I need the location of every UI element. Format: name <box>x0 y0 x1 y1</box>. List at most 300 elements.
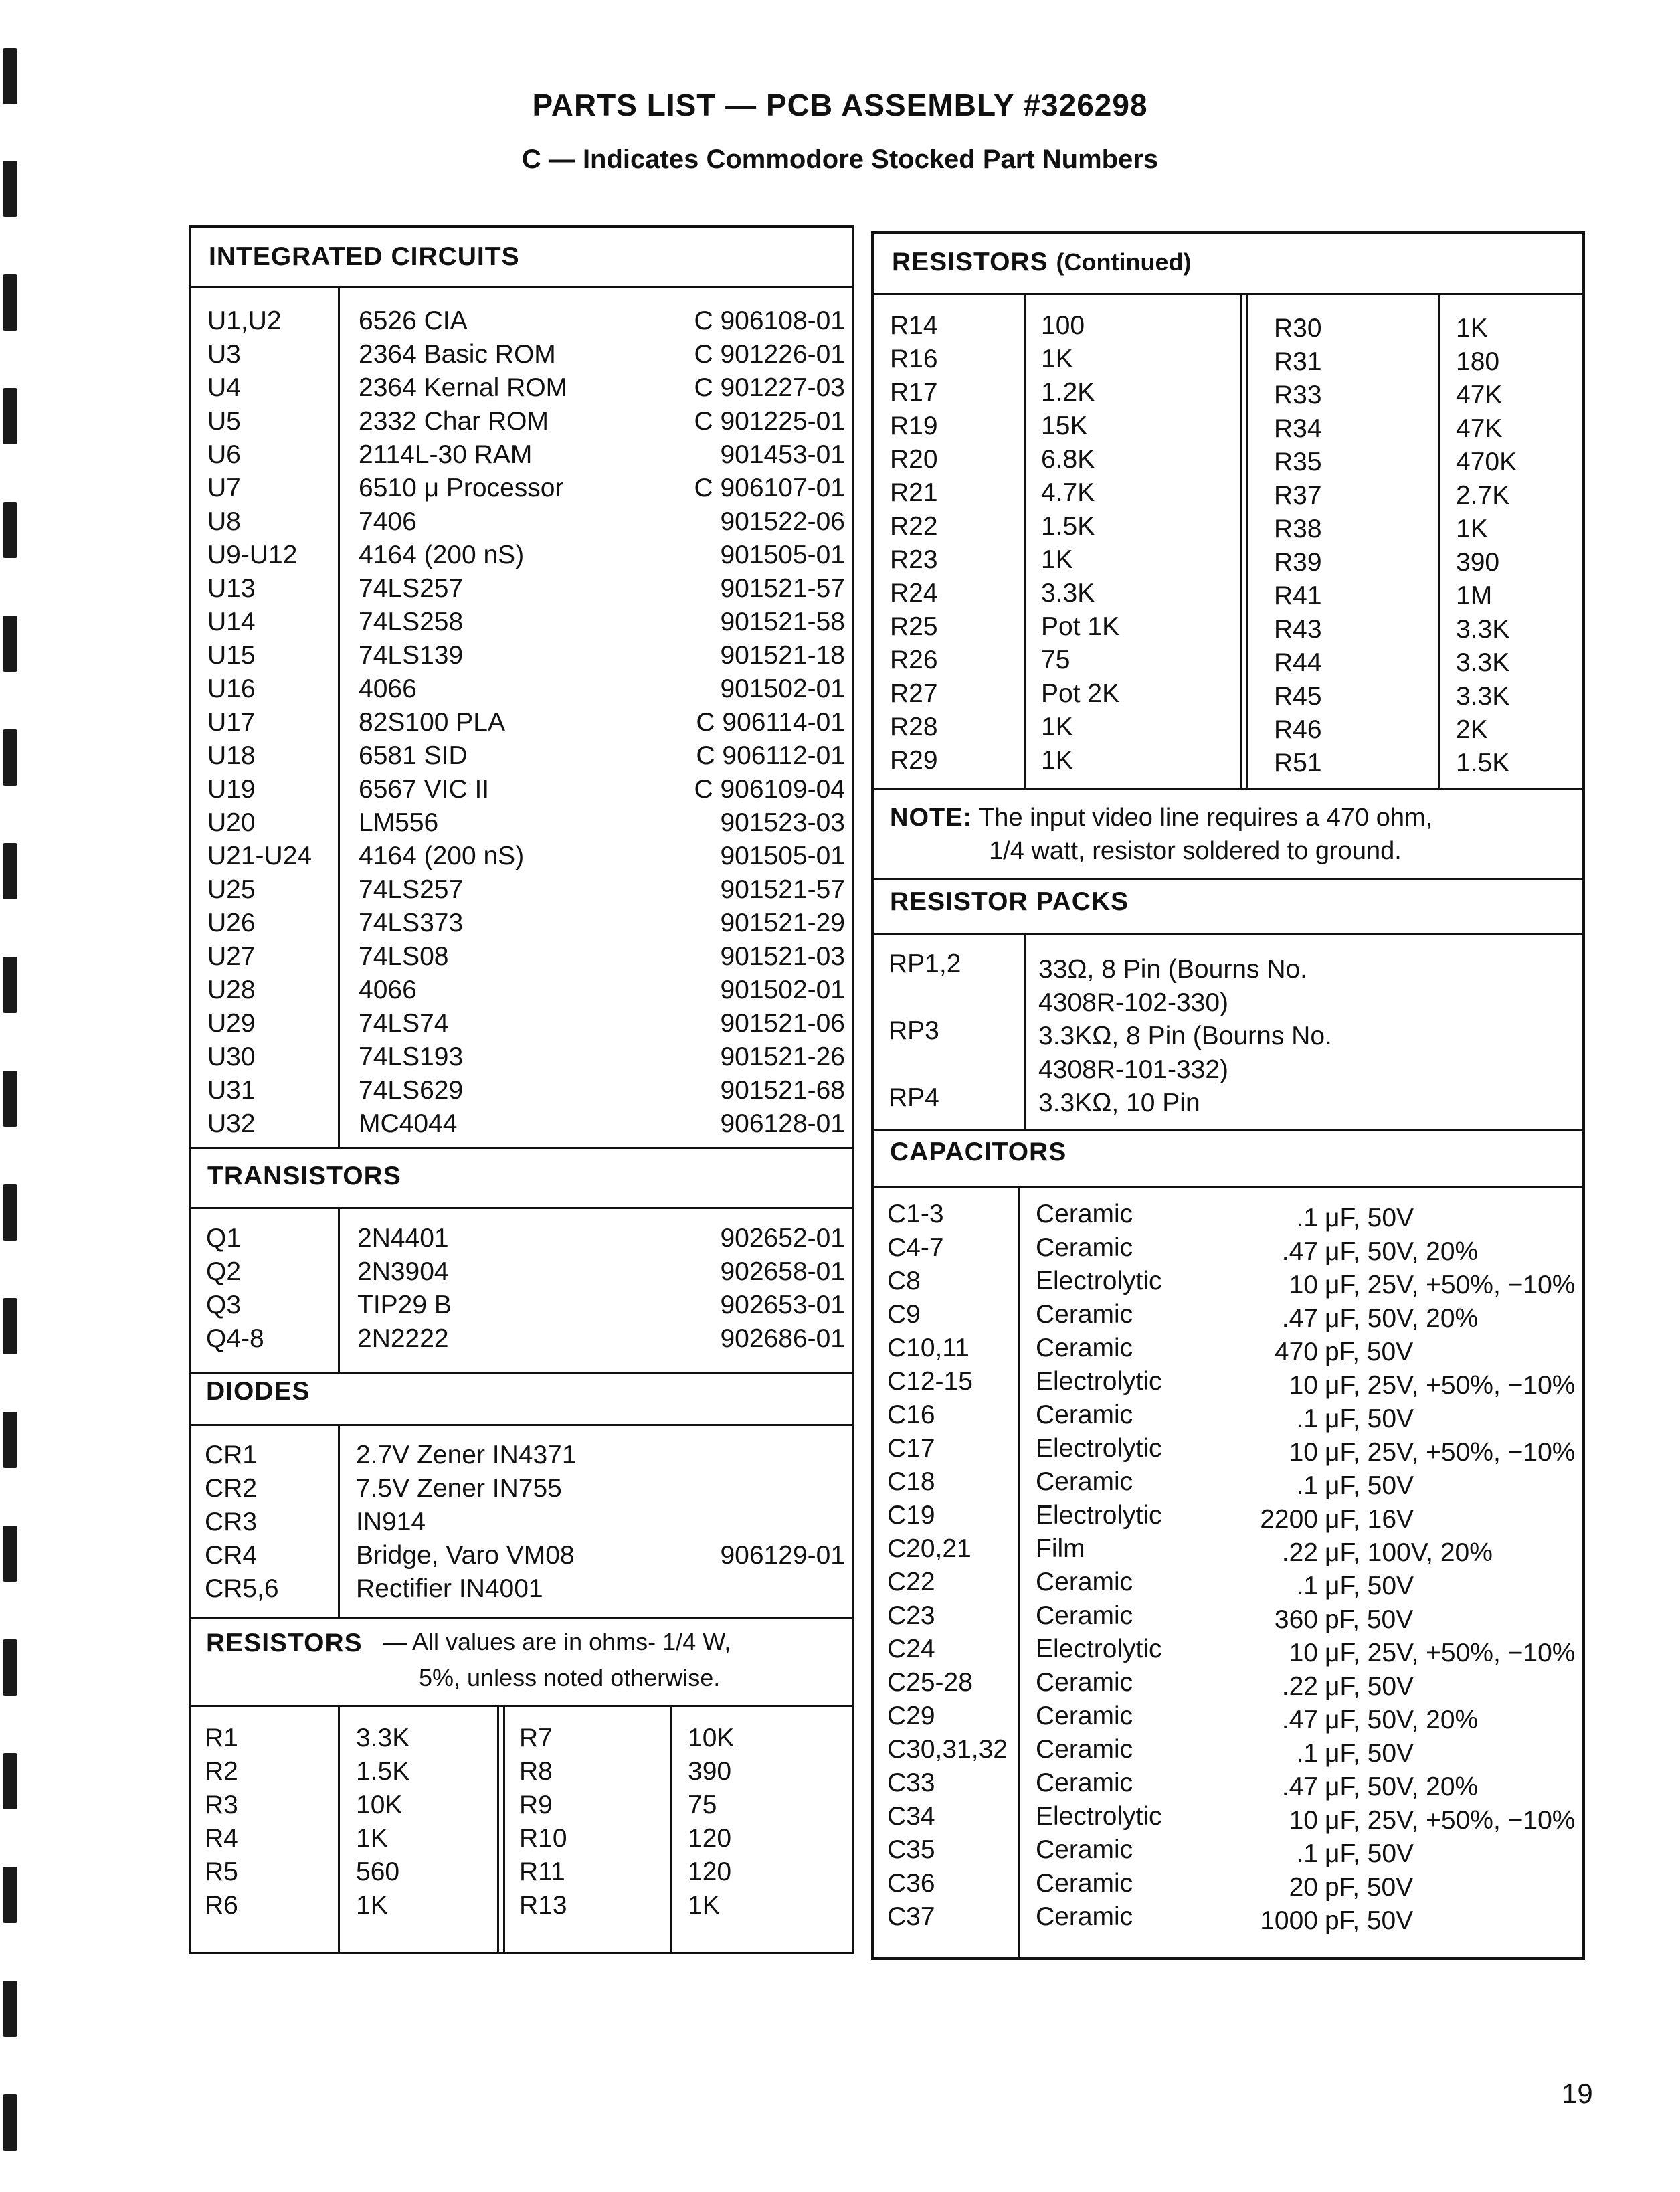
resistor-ref: R35 <box>1274 448 1322 476</box>
ic-part-number: 901521-58 <box>720 608 845 636</box>
resistor-ref: R6 <box>205 1891 238 1920</box>
capacitor-ref: C37 <box>887 1902 935 1931</box>
resistor-ref: R31 <box>1274 347 1322 376</box>
transistor-ref: Q4-8 <box>206 1324 264 1353</box>
ic-part-number: 901505-01 <box>720 842 845 871</box>
resistor-ref: R22 <box>890 512 938 541</box>
capacitor-capacitance: .47 <box>1281 1304 1318 1333</box>
resistor-ref: R24 <box>890 579 938 608</box>
column-divider <box>338 1208 340 1372</box>
resistor-ref: R8 <box>519 1757 553 1786</box>
ic-part-number: 901453-01 <box>720 440 845 469</box>
ic-ref: U14 <box>207 608 256 636</box>
capacitor-capacitance: .22 <box>1281 1538 1318 1567</box>
transistor-part-number: 902658-01 <box>720 1257 845 1286</box>
resistor-value: 75 <box>688 1791 717 1819</box>
resistor-ref: R26 <box>890 646 938 674</box>
resistor-value: 120 <box>688 1857 732 1886</box>
resistor-value: 4.7K <box>1041 478 1095 507</box>
capacitor-type: Electrolytic <box>1036 1434 1162 1463</box>
ic-description: 2114L-30 RAM <box>359 440 533 469</box>
capacitor-rating: μF, 16V <box>1325 1505 1414 1534</box>
resistors-continued-title: RESISTORS <box>892 248 1048 276</box>
capacitor-type: Electrolytic <box>1036 1501 1162 1530</box>
transistor-part-number: 902653-01 <box>720 1291 845 1319</box>
capacitor-ref: C10,11 <box>887 1334 969 1362</box>
resistor-ref: R4 <box>205 1824 238 1853</box>
capacitor-ref: C16 <box>887 1400 935 1429</box>
ic-description: 74LS08 <box>359 942 449 971</box>
capacitor-type: Ceramic <box>1036 1768 1133 1797</box>
ic-part-number: 901521-26 <box>720 1042 845 1071</box>
capacitor-type: Ceramic <box>1036 1702 1133 1730</box>
ic-description: 4066 <box>359 674 417 703</box>
ic-description: 2364 Basic ROM <box>359 340 556 369</box>
resistor-ref: R28 <box>890 713 938 741</box>
transistor-part-number: 902652-01 <box>720 1224 845 1253</box>
ic-ref: U1,U2 <box>207 306 282 335</box>
resistor-ref: R2 <box>205 1757 238 1786</box>
ic-part-number: C 906109-04 <box>694 775 845 804</box>
column-divider <box>1246 294 1248 788</box>
resistors-continued-header <box>892 248 1191 277</box>
ic-ref: U17 <box>207 708 256 737</box>
diode-ref: CR4 <box>205 1541 258 1570</box>
ic-part-number: 906128-01 <box>720 1109 845 1138</box>
resistor-value: 3.3K <box>356 1724 410 1752</box>
divider <box>189 1372 854 1374</box>
ic-part-number: 901502-01 <box>720 674 845 703</box>
capacitor-type: Ceramic <box>1036 1568 1133 1596</box>
resistor-value: 180 <box>1456 347 1500 376</box>
capacitor-capacitance: .22 <box>1281 1672 1318 1701</box>
column-divider <box>338 1706 340 1954</box>
resistor-value: 100 <box>1041 311 1085 340</box>
capacitor-capacitance: 10 <box>1289 1371 1318 1400</box>
resistor-ref: R29 <box>890 746 938 775</box>
resistor-value: 120 <box>688 1824 732 1853</box>
resistor-ref: R19 <box>890 412 938 440</box>
resistor-value: 3.3K <box>1456 615 1510 644</box>
ic-description: 74LS139 <box>359 641 464 670</box>
resistor-ref: R13 <box>519 1891 567 1920</box>
ic-description: 6581 SID <box>359 741 468 770</box>
ic-description: 4164 (200 nS) <box>359 842 525 871</box>
resistor-value: 6.8K <box>1041 445 1095 474</box>
binder-hole <box>3 1071 17 1127</box>
resistor-ref: R25 <box>890 612 938 641</box>
binder-hole <box>3 388 17 444</box>
ic-ref: U30 <box>207 1042 256 1071</box>
ic-ref: U26 <box>207 909 256 937</box>
capacitor-capacitance: .1 <box>1296 1204 1318 1232</box>
diode-description: Rectifier IN4001 <box>356 1574 543 1603</box>
resistor-value: 3.3K <box>1456 648 1510 677</box>
resistor-value: 1K <box>1041 545 1073 574</box>
ic-description: 6526 CIA <box>359 306 468 335</box>
ic-ref: U27 <box>207 942 256 971</box>
binder-hole <box>3 1298 17 1354</box>
ic-description: 74LS74 <box>359 1009 449 1038</box>
ic-part-number: 901521-57 <box>720 875 845 904</box>
resistor-value: 470K <box>1456 448 1517 476</box>
ic-description: 6567 VIC II <box>359 775 490 804</box>
capacitor-rating: μF, 25V, +50%, −10% <box>1325 1438 1576 1467</box>
resistor-value: 1K <box>1041 746 1073 775</box>
capacitor-rating: μF, 50V, 20% <box>1325 1706 1479 1734</box>
resistor-value: 1K <box>688 1891 720 1920</box>
ic-ref: U5 <box>207 407 241 436</box>
binder-hole <box>3 843 17 899</box>
capacitor-type: Electrolytic <box>1036 1635 1162 1663</box>
resistor-ref: R17 <box>890 378 938 407</box>
column-divider <box>1024 294 1026 788</box>
divider <box>871 293 1585 295</box>
capacitor-ref: C33 <box>887 1768 935 1797</box>
divider <box>871 788 1585 790</box>
capacitor-ref: C22 <box>887 1568 935 1596</box>
capacitor-capacitance: .1 <box>1296 1839 1318 1868</box>
capacitor-capacitance: .1 <box>1296 1739 1318 1768</box>
resistor-ref: R1 <box>205 1724 238 1752</box>
resistor-ref: R44 <box>1274 648 1322 677</box>
capacitor-type: Ceramic <box>1036 1400 1133 1429</box>
binder-hole <box>3 274 17 331</box>
divider <box>189 286 854 288</box>
ic-ref: U19 <box>207 775 256 804</box>
capacitor-rating: pF, 50V <box>1325 1605 1414 1634</box>
resistor-value: 1.5K <box>356 1757 410 1786</box>
resistor-value: 15K <box>1041 412 1088 440</box>
capacitor-ref: C18 <box>887 1467 935 1496</box>
binder-hole <box>3 957 17 1013</box>
ic-description: 7406 <box>359 507 417 536</box>
ic-part-number: 901521-03 <box>720 942 845 971</box>
note-line1: The input video line requires a 470 ohm, <box>979 804 1433 832</box>
resistor-ref: R10 <box>519 1824 567 1853</box>
capacitor-capacitance: 10 <box>1289 1438 1318 1467</box>
ic-ref: U16 <box>207 674 256 703</box>
resistor-value: 3.3K <box>1041 579 1095 608</box>
resistor-ref: R27 <box>890 679 938 708</box>
resistor-ref: R30 <box>1274 314 1322 343</box>
resistor-ref: R37 <box>1274 481 1322 510</box>
capacitor-ref: C9 <box>887 1300 921 1329</box>
capacitor-capacitance: .47 <box>1281 1237 1318 1266</box>
divider <box>189 1705 854 1707</box>
resistor-ref: R20 <box>890 445 938 474</box>
resistor-value: 1.5K <box>1456 749 1510 778</box>
capacitor-type: Ceramic <box>1036 1668 1133 1697</box>
ic-description: 6510 μ Processor <box>359 474 564 503</box>
column-divider <box>1024 935 1026 1129</box>
resistors-section-header: RESISTORS <box>206 1629 363 1657</box>
binder-hole <box>3 1412 17 1468</box>
ic-description: MC4044 <box>359 1109 458 1138</box>
resistor-ref: R11 <box>519 1857 565 1886</box>
ic-part-number: C 906108-01 <box>694 306 845 335</box>
binder-hole <box>3 729 17 786</box>
capacitor-rating: pF, 50V <box>1325 1906 1414 1935</box>
resistor-pack-ref: RP4 <box>889 1083 939 1112</box>
capacitor-ref: C12-15 <box>887 1367 973 1396</box>
capacitor-capacitance: 1000 <box>1260 1906 1318 1935</box>
resistor-value: 47K <box>1456 414 1503 443</box>
capacitor-rating: pF, 50V <box>1325 1873 1414 1902</box>
capacitor-rating: μF, 50V <box>1325 1404 1414 1433</box>
resistor-value: 3.3K <box>1456 682 1510 711</box>
ic-part-number: 901521-68 <box>720 1076 845 1105</box>
diode-ref: CR1 <box>205 1441 258 1469</box>
capacitor-type: Ceramic <box>1036 1467 1133 1496</box>
binder-hole <box>3 616 17 672</box>
resistor-value: 1K <box>1456 314 1488 343</box>
transistor-ref: Q3 <box>206 1291 242 1319</box>
ic-ref: U8 <box>207 507 241 536</box>
ic-part-number: C 901225-01 <box>694 407 845 436</box>
capacitor-type: Ceramic <box>1036 1869 1133 1898</box>
transistor-description: 2N2222 <box>357 1324 449 1353</box>
ic-ref: U13 <box>207 574 256 603</box>
diode-description: IN914 <box>356 1508 426 1536</box>
transistors-section-header: TRANSISTORS <box>207 1162 401 1190</box>
capacitor-rating: μF, 50V <box>1325 1739 1414 1768</box>
binder-hole <box>3 1639 17 1696</box>
transistor-ref: Q1 <box>206 1224 242 1253</box>
capacitor-capacitance: 10 <box>1289 1271 1318 1299</box>
page-title: PARTS LIST — PCB ASSEMBLY #326298 <box>532 88 1148 122</box>
resistor-pack-description: 3.3KΩ, 10 Pin <box>1038 1089 1200 1117</box>
resistor-ref: R14 <box>890 311 938 340</box>
column-divider <box>1240 294 1242 788</box>
ic-description: 4164 (200 nS) <box>359 541 525 569</box>
transistor-description: 2N4401 <box>357 1224 449 1253</box>
binder-hole <box>3 1753 17 1809</box>
ic-part-number: C 901227-03 <box>694 373 845 402</box>
ic-description: 74LS257 <box>359 875 464 904</box>
capacitor-ref: C8 <box>887 1267 921 1295</box>
capacitor-type: Ceramic <box>1036 1300 1133 1329</box>
binder-hole <box>3 2094 17 2151</box>
resistor-ref: R7 <box>519 1724 553 1752</box>
capacitor-type: Ceramic <box>1036 1200 1133 1228</box>
ic-part-number: 901521-57 <box>720 574 845 603</box>
capacitors-header: CAPACITORS <box>890 1137 1067 1166</box>
divider <box>871 1186 1585 1188</box>
resistor-pack-ref: RP3 <box>889 1016 939 1045</box>
column-divider <box>1018 1187 1020 1960</box>
resistor-value: 10K <box>356 1791 403 1819</box>
ic-ref: U15 <box>207 641 256 670</box>
capacitor-capacitance: 360 <box>1274 1605 1318 1634</box>
resistor-value: Pot 2K <box>1041 679 1120 708</box>
capacitor-ref: C1-3 <box>887 1200 944 1228</box>
ic-ref: U6 <box>207 440 241 469</box>
column-divider <box>503 1706 505 1954</box>
capacitor-rating: μF, 25V, +50%, −10% <box>1325 1371 1576 1400</box>
capacitor-ref: C17 <box>887 1434 935 1463</box>
capacitor-rating: pF, 50V <box>1325 1338 1414 1366</box>
ic-part-number: 901521-06 <box>720 1009 845 1038</box>
ic-part-number: 901522-06 <box>720 507 845 536</box>
capacitor-capacitance: .1 <box>1296 1572 1318 1601</box>
diode-ref: CR3 <box>205 1508 258 1536</box>
resistor-ref: R5 <box>205 1857 238 1886</box>
ic-part-number: C 906107-01 <box>694 474 845 503</box>
diode-ref: CR2 <box>205 1474 258 1503</box>
capacitor-capacitance: .1 <box>1296 1471 1318 1500</box>
resistor-ref: R34 <box>1274 414 1322 443</box>
ic-description: 2364 Kernal ROM <box>359 373 568 402</box>
capacitor-rating: μF, 50V <box>1325 1839 1414 1868</box>
ic-ref: U7 <box>207 474 241 503</box>
ic-ref: U20 <box>207 808 256 837</box>
capacitor-rating: μF, 25V, +50%, −10% <box>1325 1271 1576 1299</box>
capacitor-type: Ceramic <box>1036 1233 1133 1262</box>
column-divider <box>670 1706 672 1954</box>
ic-part-number: C 906114-01 <box>696 708 845 737</box>
ic-section-header: INTEGRATED CIRCUITS <box>209 242 520 271</box>
binder-hole <box>3 502 17 558</box>
divider <box>871 1129 1585 1131</box>
ic-part-number: 901521-18 <box>720 641 845 670</box>
resistor-ref: R33 <box>1274 381 1322 409</box>
resistor-value: 2.7K <box>1456 481 1510 510</box>
capacitor-type: Electrolytic <box>1036 1802 1162 1831</box>
resistor-ref: R38 <box>1274 515 1322 543</box>
diode-description: Bridge, Varo VM08 <box>356 1541 575 1570</box>
transistor-ref: Q2 <box>206 1257 242 1286</box>
capacitor-ref: C35 <box>887 1835 935 1864</box>
resistor-ref: R46 <box>1274 715 1322 744</box>
resistors-note-line2: 5%, unless noted otherwise. <box>419 1664 721 1692</box>
ic-description: 74LS258 <box>359 608 464 636</box>
ic-description: 74LS257 <box>359 574 464 603</box>
ic-part-number: C 906112-01 <box>696 741 845 770</box>
binder-hole <box>3 1981 17 2037</box>
capacitor-rating: μF, 25V, +50%, −10% <box>1325 1639 1576 1667</box>
ic-description: 2332 Char ROM <box>359 407 549 436</box>
ic-description: 4066 <box>359 976 417 1004</box>
resistor-ref: R21 <box>890 478 938 507</box>
capacitor-ref: C29 <box>887 1702 935 1730</box>
resistor-value: 1K <box>1456 515 1488 543</box>
divider <box>871 933 1585 935</box>
capacitor-rating: μF, 50V <box>1325 1471 1414 1500</box>
resistor-value: 75 <box>1041 646 1070 674</box>
resistor-ref: R9 <box>519 1791 553 1819</box>
capacitor-capacitance: 10 <box>1289 1639 1318 1667</box>
page-number: 19 <box>1562 2078 1593 2109</box>
capacitor-ref: C4-7 <box>887 1233 944 1262</box>
divider <box>189 1207 854 1209</box>
capacitor-rating: μF, 50V <box>1325 1672 1414 1701</box>
capacitor-type: Ceramic <box>1036 1601 1133 1630</box>
transistor-description: TIP29 B <box>357 1291 452 1319</box>
capacitor-rating: μF, 50V <box>1325 1204 1414 1232</box>
column-divider <box>1438 294 1440 788</box>
ic-description: 74LS629 <box>359 1076 464 1105</box>
resistor-value: 390 <box>688 1757 732 1786</box>
capacitor-type: Electrolytic <box>1036 1367 1162 1396</box>
capacitor-capacitance: .1 <box>1296 1404 1318 1433</box>
resistor-pack-description: 3.3KΩ, 8 Pin (Bourns No. <box>1038 1022 1332 1051</box>
capacitor-type: Electrolytic <box>1036 1267 1162 1295</box>
ic-ref: U21-U24 <box>207 842 312 871</box>
divider <box>189 1147 854 1149</box>
column-divider <box>338 1425 340 1617</box>
capacitor-ref: C24 <box>887 1635 935 1663</box>
capacitor-rating: μF, 50V, 20% <box>1325 1237 1479 1266</box>
resistor-value: 47K <box>1456 381 1503 409</box>
capacitor-rating: μF, 50V, 20% <box>1325 1772 1479 1801</box>
capacitor-ref: C19 <box>887 1501 935 1530</box>
continued-suffix: (Continued) <box>1056 248 1192 276</box>
ic-ref: U28 <box>207 976 256 1004</box>
diode-part-number: 906129-01 <box>720 1541 845 1570</box>
resistor-value: Pot 1K <box>1041 612 1120 641</box>
capacitor-rating: μF, 50V, 20% <box>1325 1304 1479 1333</box>
resistor-pack-model: 4308R-101-332) <box>1038 1055 1229 1084</box>
resistor-value: 1M <box>1456 581 1493 610</box>
resistor-value: 390 <box>1456 548 1500 577</box>
capacitor-ref: C25-28 <box>887 1668 973 1697</box>
capacitor-ref: C23 <box>887 1601 935 1630</box>
resistor-value: 1K <box>356 1891 388 1920</box>
ic-ref: U25 <box>207 875 256 904</box>
resistor-value: 1.2K <box>1041 378 1095 407</box>
video-note <box>890 802 1432 834</box>
capacitor-rating: μF, 25V, +50%, −10% <box>1325 1806 1576 1835</box>
capacitor-ref: C36 <box>887 1869 935 1898</box>
capacitor-capacitance: 20 <box>1289 1873 1318 1902</box>
resistor-ref: R39 <box>1274 548 1322 577</box>
ic-part-number: 901523-03 <box>720 808 845 837</box>
note-label: NOTE: <box>890 804 973 832</box>
capacitor-ref: C20,21 <box>887 1534 971 1563</box>
capacitor-capacitance: 2200 <box>1260 1505 1318 1534</box>
capacitor-capacitance: 470 <box>1274 1338 1318 1366</box>
binder-hole <box>3 1526 17 1582</box>
capacitor-ref: C30,31,32 <box>887 1735 1008 1764</box>
resistor-ref: R45 <box>1274 682 1322 711</box>
diode-ref: CR5,6 <box>205 1574 279 1603</box>
ic-part-number: 901505-01 <box>720 541 845 569</box>
diode-description: 7.5V Zener IN755 <box>356 1474 562 1503</box>
capacitor-rating: μF, 100V, 20% <box>1325 1538 1493 1567</box>
resistor-value: 10K <box>688 1724 735 1752</box>
capacitor-capacitance: .47 <box>1281 1706 1318 1734</box>
resistor-ref: R43 <box>1274 615 1322 644</box>
resistor-value: 1.5K <box>1041 512 1095 541</box>
resistor-value: 1K <box>356 1824 388 1853</box>
capacitor-type: Ceramic <box>1036 1735 1133 1764</box>
ic-ref: U9-U12 <box>207 541 298 569</box>
capacitor-rating: μF, 50V <box>1325 1572 1414 1601</box>
ic-part-number: 901521-29 <box>720 909 845 937</box>
resistor-pack-ref: RP1,2 <box>889 949 961 978</box>
divider <box>871 878 1585 880</box>
resistor-ref: R23 <box>890 545 938 574</box>
resistor-ref: R41 <box>1274 581 1322 610</box>
ic-ref: U18 <box>207 741 256 770</box>
resistors-note-line1: — All values are in ohms- 1/4 W, <box>383 1628 731 1655</box>
binder-hole <box>3 1184 17 1241</box>
resistor-ref: R3 <box>205 1791 238 1819</box>
binder-hole <box>3 1867 17 1923</box>
capacitor-type: Ceramic <box>1036 1902 1133 1931</box>
ic-ref: U3 <box>207 340 241 369</box>
